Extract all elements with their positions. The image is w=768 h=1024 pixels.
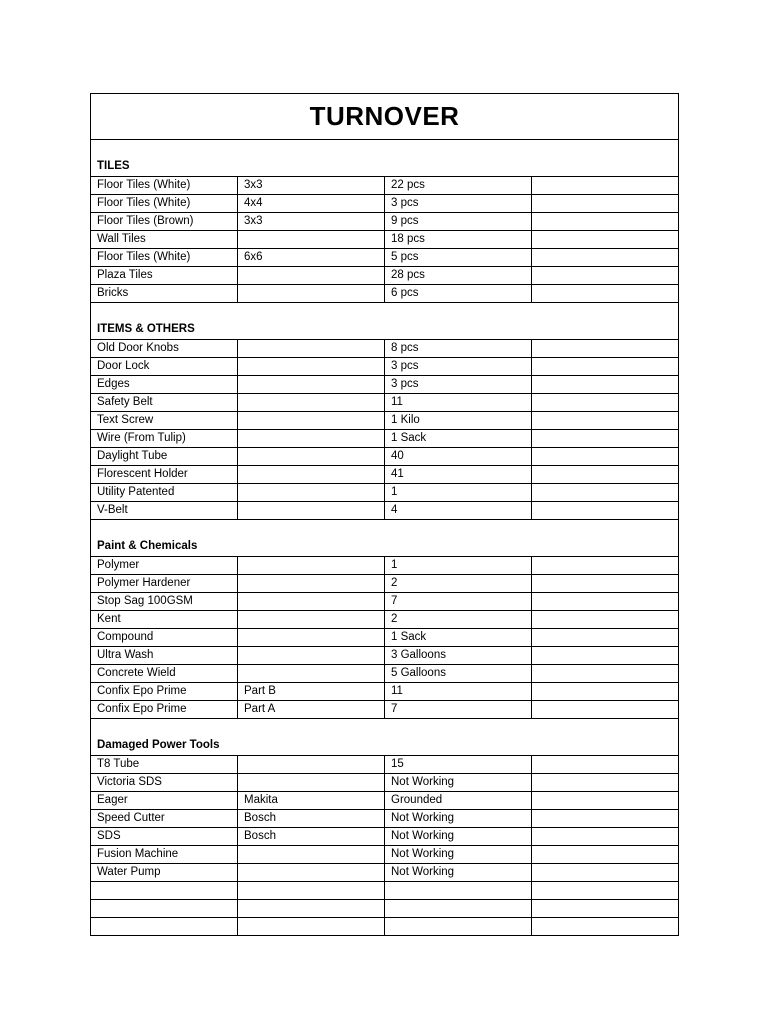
item-remarks-cell [532,466,679,484]
item-spec-cell: Part A [238,701,385,719]
table-row [91,267,679,285]
item-spec-cell [238,575,385,593]
table-row [91,466,679,484]
item-remarks-cell [532,213,679,231]
item-name-cell [91,882,238,900]
item-name-cell: Concrete Wield [91,665,238,683]
section-heading-row [91,303,679,340]
table-row [91,792,679,810]
item-remarks-cell [532,358,679,376]
item-name-cell: Speed Cutter [91,810,238,828]
item-remarks-cell [532,810,679,828]
item-quantity-cell: 18 pcs [385,231,532,249]
item-spec-cell [238,864,385,882]
item-name-cell: V-Belt [91,502,238,520]
item-remarks-cell [532,557,679,575]
table-row [91,593,679,611]
item-spec-cell [238,593,385,611]
section-heading-row [91,719,679,756]
item-spec-cell [238,285,385,303]
item-name-cell: Utility Patented [91,484,238,502]
item-quantity-cell: 8 pcs [385,340,532,358]
item-remarks-cell [532,484,679,502]
item-name-cell: Kent [91,611,238,629]
item-spec-cell [238,430,385,448]
item-remarks-cell [532,412,679,430]
item-spec-cell [238,502,385,520]
table-row [91,701,679,719]
item-quantity-cell: 28 pcs [385,267,532,285]
table-row [91,249,679,267]
section-heading-row [91,140,679,177]
item-remarks-cell [532,249,679,267]
item-spec-cell [238,231,385,249]
item-name-cell: Florescent Holder [91,466,238,484]
item-quantity-cell: 11 [385,394,532,412]
item-remarks-cell [532,177,679,195]
item-quantity-cell: 1 Kilo [385,412,532,430]
table-row [91,575,679,593]
item-quantity-cell: 3 pcs [385,358,532,376]
item-quantity-cell: 1 [385,557,532,575]
item-name-cell: Polymer [91,557,238,575]
item-remarks-cell [532,195,679,213]
item-remarks-cell [532,629,679,647]
table-row [91,647,679,665]
item-quantity-cell [385,882,532,900]
item-name-cell: Wire (From Tulip) [91,430,238,448]
item-spec-cell [238,466,385,484]
item-name-cell: T8 Tube [91,756,238,774]
section-heading: Paint & Chemicals [91,520,679,557]
item-quantity-cell: 7 [385,593,532,611]
table-row [91,882,679,900]
item-spec-cell [238,774,385,792]
table-row [91,918,679,936]
item-name-cell: Safety Belt [91,394,238,412]
item-remarks-cell [532,882,679,900]
table-row [91,285,679,303]
item-spec-cell [238,665,385,683]
table-row [91,358,679,376]
table-row [91,448,679,466]
item-name-cell [91,918,238,936]
item-quantity-cell: 4 [385,502,532,520]
item-remarks-cell [532,665,679,683]
item-name-cell: Floor Tiles (White) [91,195,238,213]
section-heading: Damaged Power Tools [91,719,679,756]
item-name-cell: Edges [91,376,238,394]
item-remarks-cell [532,340,679,358]
item-quantity-cell [385,918,532,936]
item-name-cell: Bricks [91,285,238,303]
item-quantity-cell: Not Working [385,864,532,882]
item-name-cell: Daylight Tube [91,448,238,466]
item-remarks-cell [532,285,679,303]
table-row [91,376,679,394]
table-row [91,340,679,358]
table-row [91,394,679,412]
item-quantity-cell: 1 [385,484,532,502]
item-quantity-cell: 15 [385,756,532,774]
item-spec-cell [238,756,385,774]
item-spec-cell [238,412,385,430]
item-name-cell: Water Pump [91,864,238,882]
item-remarks-cell [532,376,679,394]
item-spec-cell: 6x6 [238,249,385,267]
item-spec-cell: 3x3 [238,213,385,231]
item-quantity-cell: 3 Galloons [385,647,532,665]
item-spec-cell [238,267,385,285]
item-spec-cell [238,846,385,864]
item-name-cell: Wall Tiles [91,231,238,249]
table-row [91,177,679,195]
item-name-cell: Floor Tiles (White) [91,177,238,195]
item-quantity-cell: Not Working [385,828,532,846]
table-row [91,195,679,213]
item-name-cell: SDS [91,828,238,846]
table-row [91,231,679,249]
item-quantity-cell: 6 pcs [385,285,532,303]
item-quantity-cell: Not Working [385,774,532,792]
section-heading: TILES [91,140,679,177]
item-spec-cell [238,611,385,629]
item-remarks-cell [532,267,679,285]
item-spec-cell: Bosch [238,810,385,828]
item-name-cell: Compound [91,629,238,647]
item-spec-cell [238,918,385,936]
item-quantity-cell: 40 [385,448,532,466]
item-quantity-cell: Grounded [385,792,532,810]
item-spec-cell [238,340,385,358]
item-quantity-cell: 11 [385,683,532,701]
item-quantity-cell: 5 Galloons [385,665,532,683]
item-remarks-cell [532,846,679,864]
item-remarks-cell [532,502,679,520]
item-remarks-cell [532,430,679,448]
item-quantity-cell: 41 [385,466,532,484]
item-spec-cell [238,358,385,376]
table-row [91,846,679,864]
item-spec-cell: Makita [238,792,385,810]
item-remarks-cell [532,593,679,611]
table-row [91,756,679,774]
item-remarks-cell [532,864,679,882]
item-spec-cell: 3x3 [238,177,385,195]
item-quantity-cell: 1 Sack [385,629,532,647]
table-row [91,412,679,430]
item-quantity-cell: 1 Sack [385,430,532,448]
item-name-cell: Victoria SDS [91,774,238,792]
item-remarks-cell [532,231,679,249]
item-remarks-cell [532,575,679,593]
item-spec-cell [238,394,385,412]
item-name-cell: Old Door Knobs [91,340,238,358]
item-remarks-cell [532,900,679,918]
item-spec-cell [238,647,385,665]
item-remarks-cell [532,683,679,701]
item-quantity-cell: Not Working [385,810,532,828]
item-name-cell: Confix Epo Prime [91,701,238,719]
item-spec-cell [238,557,385,575]
table-row [91,828,679,846]
item-name-cell: Fusion Machine [91,846,238,864]
item-spec-cell: Bosch [238,828,385,846]
item-quantity-cell: Not Working [385,846,532,864]
table-row [91,430,679,448]
item-name-cell: Door Lock [91,358,238,376]
item-spec-cell: 4x4 [238,195,385,213]
item-spec-cell [238,448,385,466]
item-quantity-cell: 5 pcs [385,249,532,267]
item-name-cell [91,900,238,918]
item-spec-cell [238,484,385,502]
document-title: TURNOVER [91,94,679,140]
item-remarks-cell [532,611,679,629]
item-remarks-cell [532,647,679,665]
item-name-cell: Confix Epo Prime [91,683,238,701]
item-remarks-cell [532,394,679,412]
item-quantity-cell: 3 pcs [385,195,532,213]
turnover-table [90,93,679,936]
item-spec-cell [238,900,385,918]
item-quantity-cell: 22 pcs [385,177,532,195]
item-name-cell: Eager [91,792,238,810]
item-name-cell: Floor Tiles (White) [91,249,238,267]
item-quantity-cell: 7 [385,701,532,719]
item-name-cell: Text Screw [91,412,238,430]
title-row [91,94,679,140]
item-spec-cell [238,376,385,394]
section-heading: ITEMS & OTHERS [91,303,679,340]
table-row [91,810,679,828]
item-quantity-cell: 3 pcs [385,376,532,394]
item-remarks-cell [532,448,679,466]
item-remarks-cell [532,828,679,846]
item-name-cell: Floor Tiles (Brown) [91,213,238,231]
table-row [91,864,679,882]
item-name-cell: Stop Sag 100GSM [91,593,238,611]
item-quantity-cell: 2 [385,575,532,593]
table-row [91,502,679,520]
table-row [91,213,679,231]
item-quantity-cell: 2 [385,611,532,629]
item-spec-cell [238,882,385,900]
table-row [91,484,679,502]
item-remarks-cell [532,918,679,936]
table-row [91,557,679,575]
table-row [91,611,679,629]
item-remarks-cell [532,756,679,774]
table-row [91,683,679,701]
item-name-cell: Polymer Hardener [91,575,238,593]
item-spec-cell: Part B [238,683,385,701]
table-row [91,774,679,792]
item-remarks-cell [532,774,679,792]
item-remarks-cell [532,701,679,719]
table-row [91,900,679,918]
item-name-cell: Ultra Wash [91,647,238,665]
item-quantity-cell: 9 pcs [385,213,532,231]
table-row [91,629,679,647]
item-spec-cell [238,629,385,647]
item-name-cell: Plaza Tiles [91,267,238,285]
item-quantity-cell [385,900,532,918]
item-remarks-cell [532,792,679,810]
table-row [91,665,679,683]
section-heading-row [91,520,679,557]
